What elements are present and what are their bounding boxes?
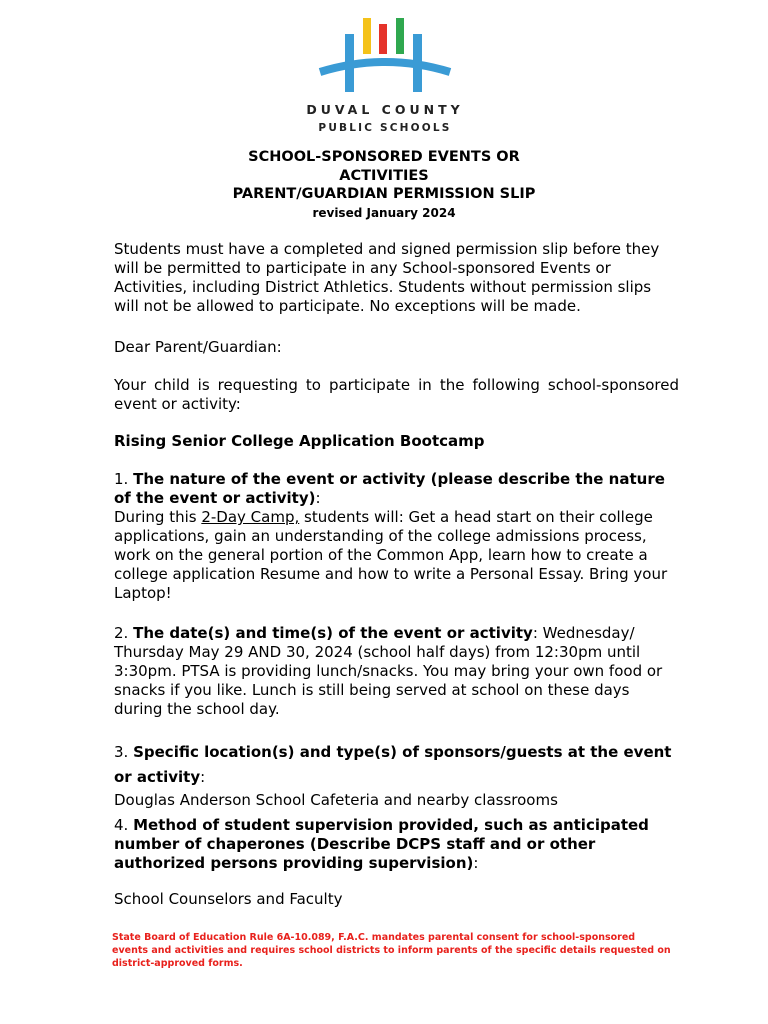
- legal-footer: State Board of Education Rule 6A-10.089, F.A.C. mandates parental consent for school-sponsored events and activities and requires school districts to inform parents of the specific details requested on district-approved forms.: [112, 932, 671, 969]
- section-2-number: 2.: [114, 624, 129, 642]
- salutation: Dear Parent/Guardian:: [114, 338, 282, 356]
- section-1-heading: The nature of the event or activity (please describe the nature of the event or activity): [114, 470, 665, 507]
- section-4-number: 4.: [114, 816, 129, 834]
- title-line-2: ACTIVITIES: [339, 167, 429, 184]
- section-2: [114, 624, 679, 719]
- section-1: [114, 470, 679, 603]
- section-4: [114, 816, 679, 873]
- logo-bar-yellow: [363, 18, 371, 54]
- event-name: [114, 432, 679, 451]
- section-3-answer: Douglas Anderson School Cafeteria and nearby classrooms: [114, 791, 558, 809]
- section-4-heading: Method of student supervision provided, such as anticipated number of chaperones (Describe DCPS staff and or other authorized persons providing supervision): [114, 816, 649, 872]
- intro-paragraph: Students must have a completed and signed permission slip before they will be permitted to participate in any School-sponsored Events or Activities, including District Athletics. Students without permission slips will not be allowed to participate. No exceptions will be made.: [114, 240, 660, 315]
- section-3-heading: Specific location(s) and type(s) of sponsors/guests at the event or activity: [114, 743, 672, 786]
- revised-date: revised January 2024: [312, 206, 456, 220]
- logo-bar-green: [396, 18, 404, 54]
- section-4-answer: School Counselors and Faculty: [114, 890, 343, 908]
- duval-county-logo: [318, 14, 452, 94]
- logo-bar-red: [379, 24, 387, 54]
- section-3-number: 3.: [114, 743, 129, 761]
- page-title: [100, 148, 668, 204]
- section-1-number: 1.: [114, 470, 129, 488]
- section-2-heading: The date(s) and time(s) of the event or activity: [133, 624, 533, 642]
- section-1-underlined: 2-Day Camp,: [201, 508, 300, 526]
- request-paragraph: Your child is requesting to participate in the following school-sponsored event or activity:: [114, 376, 679, 413]
- section-4-colon: :: [473, 854, 479, 872]
- title-line-3: PARENT/GUARDIAN PERMISSION SLIP: [232, 186, 536, 202]
- section-1-text-after: students will: Get a head start on their college applications, gain an understanding of the college admissions process, work on the general portion of the Common App, learn how to create a college application Resume and how to write a Personal Essay. Bring your Laptop!: [114, 508, 668, 602]
- event-name-text: Rising Senior College Application Bootcamp: [114, 432, 485, 450]
- title-line-1: SCHOOL-SPONSORED EVENTS OR: [248, 149, 520, 165]
- section-1-colon: :: [315, 489, 321, 507]
- section-1-text-before: During this: [114, 508, 202, 526]
- logo-name: DUVAL COUNTY: [306, 102, 464, 117]
- section-3: [114, 740, 679, 790]
- logo-bridge-arch: [320, 62, 450, 72]
- section-2-text: : Wednesday/ Thursday May 29 AND 30, 2024 (school half days) from 12:30pm until 3:30pm. PTSA is providing lunch/snacks. You may bring your own food or snacks if you like. Lunch is still being served at school on these days during the school day.: [114, 624, 663, 718]
- logo-subname: PUBLIC SCHOOLS: [318, 122, 452, 134]
- section-3-colon: :: [200, 768, 206, 786]
